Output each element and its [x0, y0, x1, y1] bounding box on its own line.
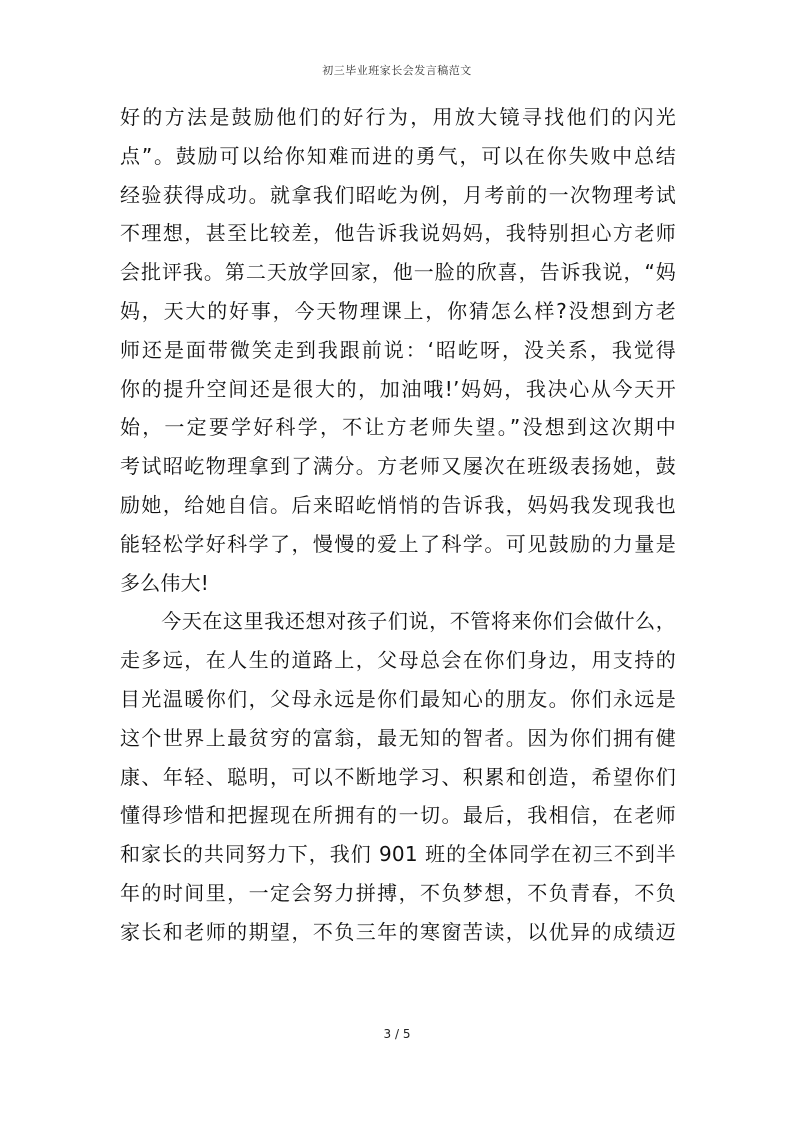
text-line: 能轻松学好科学了，慢慢的爱上了科学。可见鼓励的力量是: [120, 531, 676, 556]
text-line: 走多远，在人生的道路上，父母总会在你们身边，用支持的: [120, 648, 676, 673]
text-line: 这个世界上最贫穷的富翁，最无知的智者。因为你们拥有健: [120, 725, 676, 750]
page-header: 初三毕业班家长会发言稿范文: [322, 64, 472, 77]
text-line: 点”。鼓励可以给你知难而进的勇气，可以在你失败中总结: [120, 143, 676, 168]
paragraph-start-line: 今天在这里我还想对孩子们说，不管将来你们会做什么，: [120, 609, 676, 634]
text-line: 妈，天大的好事，今天物理课上，你猜怎么样?没想到方老: [120, 298, 676, 323]
text-line: 会批评我。第二天放学回家，他一脸的欣喜，告诉我说，“妈: [120, 260, 676, 285]
document-body: [120, 98, 676, 952]
text-line: 师还是面带微笑走到我跟前说：‘昭屹呀，没关系，我觉得: [120, 337, 676, 362]
text-line: 励她，给她自信。后来昭屹悄悄的告诉我，妈妈我发现我也: [120, 492, 676, 517]
paragraph-end-line: 多么伟大!: [120, 570, 210, 595]
text-line: 考试昭屹物理拿到了满分。方老师又屡次在班级表扬她，鼓: [120, 454, 676, 479]
text-line: 你的提升空间还是很大的，加油哦!’妈妈，我决心从今天开: [120, 376, 676, 401]
text-line: 懂得珍惜和把握现在所拥有的一切。最后，我相信，在老师: [120, 803, 676, 828]
text-line: 年的时间里，一定会努力拼搏，不负梦想，不负青春，不负: [120, 880, 676, 905]
text-line: 和家长的共同努力下，我们 901 班的全体同学在初三不到半: [120, 842, 676, 867]
text-line: 康、年轻、聪明，可以不断地学习、积累和创造，希望你们: [120, 764, 676, 789]
text-line: 经验获得成功。就拿我们昭屹为例，月考前的一次物理考试: [120, 182, 676, 207]
text-line: 不理想，甚至比较差，他告诉我说妈妈，我特别担心方老师: [120, 221, 676, 246]
page-number: 3 / 5: [383, 1027, 411, 1041]
text-line: 始，一定要学好科学，不让方老师失望。”没想到这次期中: [120, 415, 676, 440]
text-line: 好的方法是鼓励他们的好行为，用放大镜寻找他们的闪光: [120, 105, 676, 129]
text-line: 目光温暖你们，父母永远是你们最知心的朋友。你们永远是: [120, 686, 676, 711]
text-line: 家长和老师的期望，不负三年的寒窗苦读，以优异的成绩迈: [120, 919, 676, 944]
